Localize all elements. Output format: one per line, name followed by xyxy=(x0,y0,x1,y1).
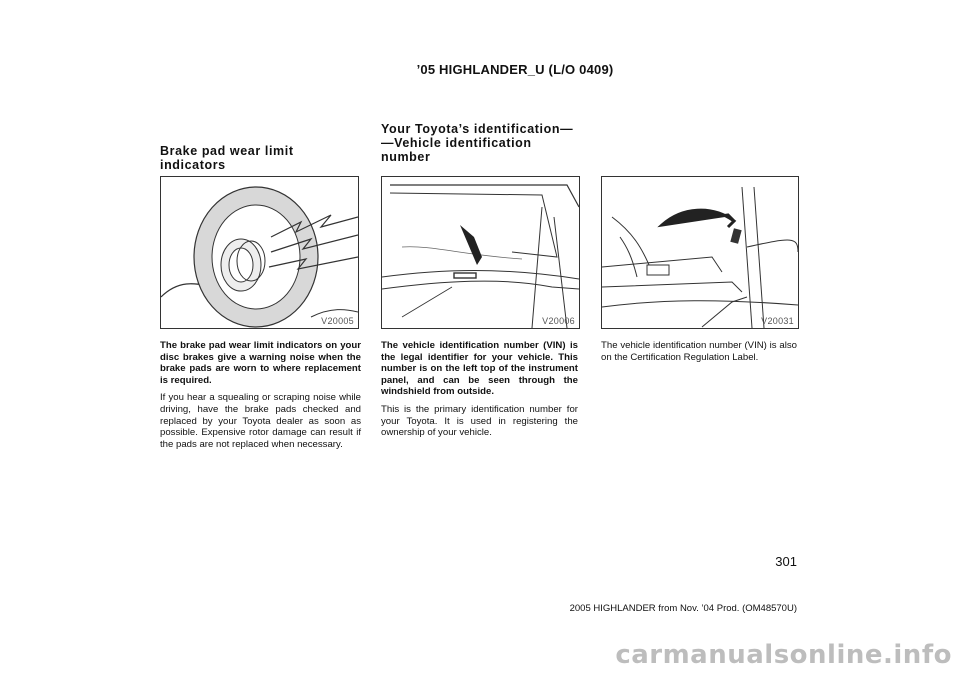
windshield-illustration xyxy=(382,177,579,328)
footer-text: 2005 HIGHLANDER from Nov. ’04 Prod. (OM48570U) xyxy=(569,603,797,614)
figure-windshield-vin xyxy=(381,176,580,329)
section-title-line: Brake pad wear limit xyxy=(160,144,294,158)
figure-code: V20031 xyxy=(761,316,794,326)
certification-text xyxy=(601,340,797,369)
figure-code: V20006 xyxy=(542,316,575,326)
figure-door-label xyxy=(601,176,799,329)
section-title-line: number xyxy=(381,150,431,164)
section-title-vin xyxy=(381,122,601,164)
section-title-brake-pad xyxy=(160,144,360,172)
figure-brake-disc xyxy=(160,176,359,329)
section-title-line: —Vehicle identification xyxy=(381,136,532,150)
bold-paragraph: The vehicle identification number (VIN) is the legal identifier for your vehicle. This number is on the left top of the instrument panel, and can be seen through the windshield from outside. xyxy=(381,340,578,398)
door-seat-illustration xyxy=(602,177,798,328)
vin-text xyxy=(381,340,578,445)
page-number: 301 xyxy=(775,554,797,569)
brake-pad-text xyxy=(160,340,361,456)
figure-code: V20005 xyxy=(321,316,354,326)
bold-paragraph: The brake pad wear limit indicators on your disc brakes give a warning noise when the brake pads are worn to where replacement is required. xyxy=(160,340,361,386)
paragraph: If you hear a squealing or scraping noise while driving, have the brake pads checked and replaced by your Toyota dealer as soon as possible. Expensive rotor damage can result if the pads are not replaced when necessary. xyxy=(160,392,361,450)
section-title-line: Your Toyota’s identification— xyxy=(381,122,574,136)
paragraph: This is the primary identification number for your Toyota. It is used in registering the ownership of your vehicle. xyxy=(381,403,578,439)
section-title-line: indicators xyxy=(160,158,226,172)
document-header: ’05 HIGHLANDER_U (L/O 0409) xyxy=(416,62,614,77)
paragraph: The vehicle identification number (VIN) is also on the Certification Regulation Label. xyxy=(601,340,797,363)
brake-disc-illustration xyxy=(161,177,358,328)
watermark: carmanualsonline.info xyxy=(615,640,952,670)
